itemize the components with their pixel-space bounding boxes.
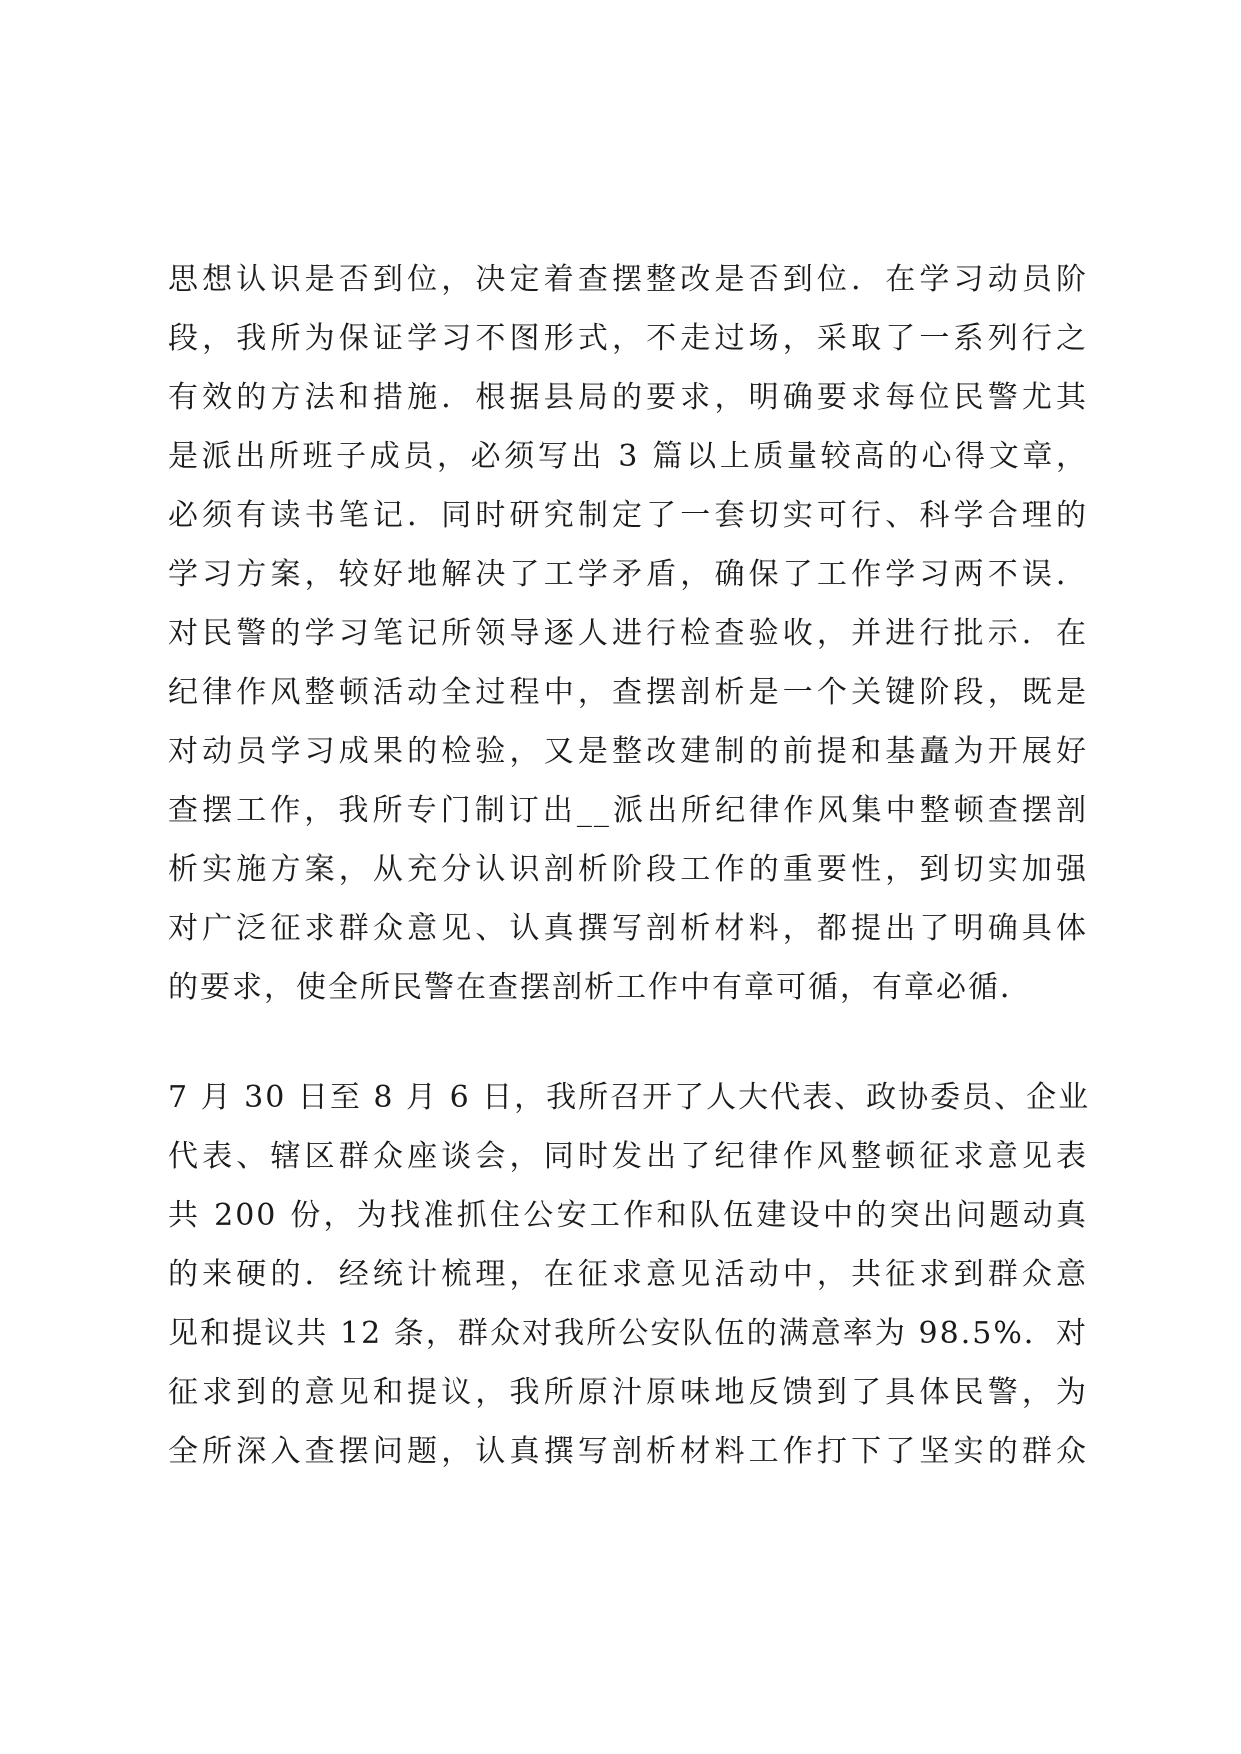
text-line: 见和提议共 12 条，群众对我所公安队伍的满意率为 98.5%．对	[168, 1316, 1088, 1351]
text-line: 段，我所为保证学习不图形式，不走过场，采取了一系列行之	[168, 321, 1088, 356]
paragraph-1	[168, 250, 1088, 1017]
text-line: 7 月 30 日至 8 月 6 日，我所召开了人大代表、政协委员、企业	[168, 1080, 1091, 1115]
text-line: 共 200 份，为找准抓住公安工作和队伍建设中的突出问题动真	[168, 1198, 1088, 1233]
text-line: 析实施方案，从充分认识剖析阶段工作的重要性，到切实加强	[168, 852, 1088, 887]
text-line: 查摆工作，我所专门制订出__派出所纪律作风集中整顿查摆剖	[168, 793, 1088, 828]
text-line: 的要求，使全所民警在查摆剖析工作中有章可循，有章必循．	[168, 970, 1032, 1005]
text-line: 全所深入查摆问题，认真撰写剖析材料工作打下了坚实的群众	[168, 1434, 1088, 1469]
text-line: 代表、辖区群众座谈会，同时发出了纪律作风整顿征求意见表	[168, 1139, 1088, 1174]
text-line: 是派出所班子成员，必须写出 3 篇以上质量较高的心得文章，	[168, 439, 1088, 474]
text-line: 思想认识是否到位，决定着查摆整改是否到位．在学习动员阶	[168, 262, 1088, 297]
text-line: 纪律作风整顿活动全过程中，查摆剖析是一个关键阶段，既是	[168, 675, 1088, 710]
text-line: 有效的方法和措施．根据县局的要求，明确要求每位民警尤其	[168, 380, 1088, 415]
text-line: 征求到的意见和提议，我所原汁原味地反馈到了具体民警，为	[168, 1375, 1088, 1410]
paragraph-2	[168, 1068, 1091, 1481]
text-line: 对动员学习成果的检验，又是整改建制的前提和基矗为开展好	[168, 734, 1088, 769]
text-line: 对广泛征求群众意见、认真撰写剖析材料，都提出了明确具体	[168, 911, 1088, 946]
text-line: 学习方案，较好地解决了工学矛盾，确保了工作学习两不误．	[168, 557, 1088, 592]
text-line: 必须有读书笔记．同时研究制定了一套切实可行、科学合理的	[168, 498, 1088, 533]
text-line: 的来硬的．经统计梳理，在征求意见活动中，共征求到群众意	[168, 1257, 1088, 1292]
text-line: 对民警的学习笔记所领导逐人进行检查验收，并进行批示．在	[168, 616, 1088, 651]
